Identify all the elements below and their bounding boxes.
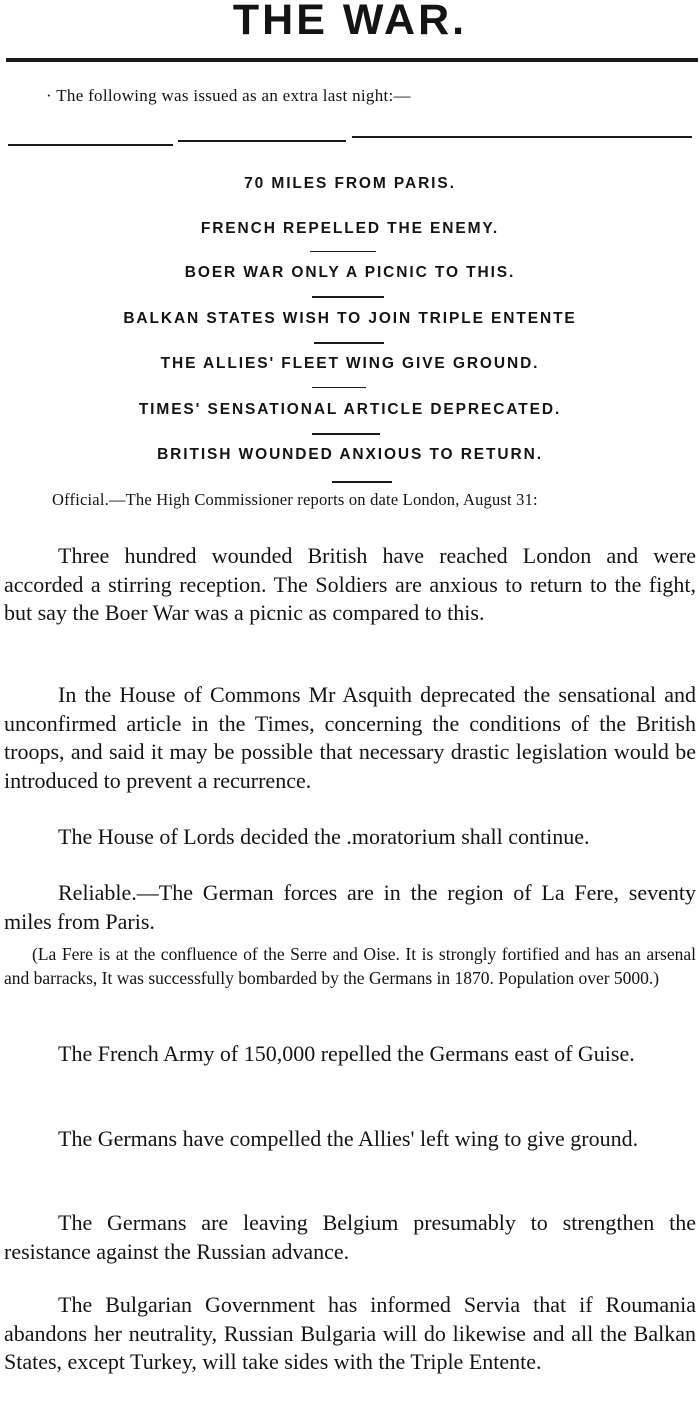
paragraph-text: The House of Lords decided the .moratorium shall continue. <box>58 824 590 849</box>
paragraph-bulgarian-government <box>4 1291 696 1377</box>
section-rule-right <box>352 136 692 138</box>
headline-separator <box>332 481 392 483</box>
paragraph-text: The French Army of 150,000 repelled the Germans east of Guise. <box>58 1041 635 1066</box>
paragraph-la-fere <box>4 879 696 936</box>
headline-4: BALKAN STATES WISH TO JOIN TRIPLE ENTENTE <box>123 310 577 327</box>
section-rule-left <box>8 144 173 146</box>
masthead-rule <box>6 58 698 62</box>
intro-line: · The following was issued as an extra last night:— <box>46 86 411 105</box>
headline-1: 70 MILES FROM PARIS. <box>244 175 456 192</box>
paragraph-text: Reliable.—The German forces are in the region of La Fere, seventy miles from Paris. <box>4 880 696 934</box>
paragraph-allies-left-wing <box>4 1125 696 1154</box>
section-rule-middle <box>178 140 346 142</box>
paragraph-leaving-belgium <box>4 1209 696 1266</box>
paragraph-text: The Germans have compelled the Allies' left wing to give ground. <box>58 1126 639 1151</box>
paragraph-text: The Germans are leaving Belgium presumably to strengthen the resistance against the Russian advance. <box>4 1210 696 1264</box>
headline-separator <box>310 251 376 252</box>
paragraph-french-army <box>4 1040 696 1069</box>
paragraph-house-of-lords <box>4 823 696 852</box>
headline-separator <box>312 433 380 435</box>
note-text: (La Fere is at the confluence of the Serre and Oise. It is strongly fortified and has an arsenal and barracks, It was successfully bombarded by the Germans in 1870. Population over 5000.) <box>4 944 696 988</box>
official-dateline: Official.—The High Commissioner reports on date London, August 31: <box>52 490 538 509</box>
paragraph-wounded-reception <box>4 542 696 628</box>
headline-3: BOER WAR ONLY A PICNIC TO THIS. <box>184 264 516 281</box>
paragraph-house-of-commons <box>4 681 696 795</box>
headline-2: FRENCH REPELLED THE ENEMY. <box>200 220 500 237</box>
headline-5: THE ALLIES' FLEET WING GIVE GROUND. <box>160 355 540 372</box>
paragraph-text: The Bulgarian Government has informed Servia that if Roumania abandons her neutrality, Russian Bulgaria will do likewise and all the Balkan States, except Turkey, will take sides with the Triple Entente. <box>4 1292 696 1374</box>
headline-7: BRITISH WOUNDED ANXIOUS TO RETURN. <box>157 446 543 463</box>
paragraph-text: Three hundred wounded British have reached London and were accorded a stirring reception. The Soldiers are anxious to return to the fight, but say the Boer War was a picnic as compared to this. <box>4 543 696 625</box>
masthead-title: THE WAR. <box>232 0 468 44</box>
paragraph-text: In the House of Commons Mr Asquith deprecated the sensational and unconfirmed article in the Times, concerning the conditions of the British troops, and said it may be possible that necessary drastic legislation would be introduced to prevent a recurrence. <box>4 682 696 793</box>
headline-6: TIMES' SENSATIONAL ARTICLE DEPRECATED. <box>138 401 562 418</box>
headline-separator <box>312 387 366 388</box>
headline-separator <box>314 342 384 344</box>
headline-separator <box>312 296 384 298</box>
note-la-fere <box>4 942 696 990</box>
